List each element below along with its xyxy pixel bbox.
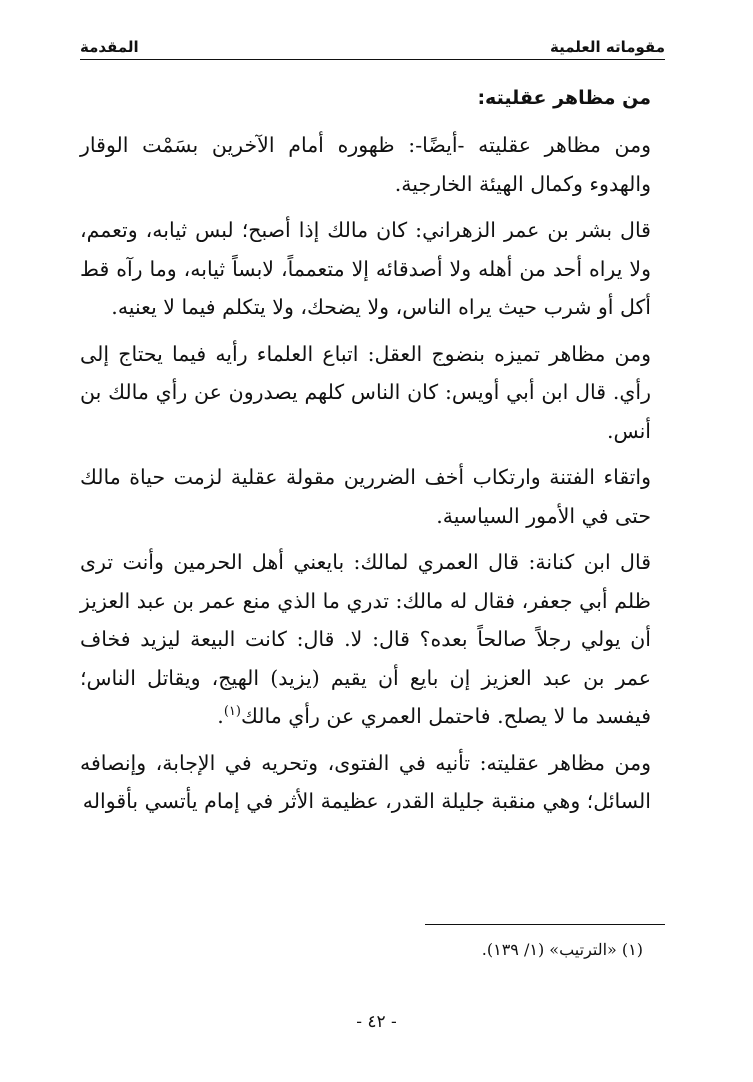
running-header <box>80 30 665 60</box>
paragraph: ومن مظاهر عقليته: تأنيه في الفتوى، وتحريه في الإجابة، وإنصافه السائل؛ وهي منقبة جليلة القدر، عظيمة الأثر في إمام يأتسي بأقواله <box>80 750 651 813</box>
section-heading: من مظاهر عقليته: <box>477 87 651 109</box>
footnote: (١) «الترتيب» (١/ ١٣٩). <box>481 940 643 959</box>
paragraph: قال بشر بن عمر الزهراني: كان مالك إذا أصبح؛ لبس ثيابه، وتعمم، ولا يراه أحد من أهله ولا أصدقائه إلا متعمماً، لابساً ثيابه، وما رآه قط أكل أو شرب حيث يراه الناس، ولا يضحك، ولا يتكلم فيما لا يعنيه. <box>80 218 651 319</box>
footnote-divider <box>425 924 665 925</box>
paragraph: واتقاء الفتنة وارتكاب أخف الضررين مقولة عقلية لزمت حياة مالك حتى في الأمور السياسية. <box>80 465 651 528</box>
paragraph: ومن مظاهر تميزه بنضوج العقل: اتباع العلماء رأيه فيما يحتاج إلى رأي. قال ابن أبي أويس: كان الناس كلهم يصدرون عن رأي مالك بن أنس. <box>80 341 651 443</box>
body-text <box>80 78 665 829</box>
paragraph <box>80 543 665 736</box>
paragraph-end: . <box>217 704 224 728</box>
header-chapter: المقدمة <box>80 38 139 56</box>
paragraph-text: قال ابن كنانة: قال العمري لمالك: بايعني أهل الحرمين وأنت ترى ظلم أبي جعفر، فقال له مالك: تدري ما الذي منع عمر بن عبد العزيز أن يولي رجلاً صالحاً بعده؟ قال: لا. قال: كانت البيعة ليزيد فخاف عمر بن عبد العزيز إن بايع أن يقيم (يزيد) الهيج، ويقاتل الناس؛ فيفسد ما لا يصلح. فاحتمل العمري عن رأي مالك <box>80 550 652 728</box>
paragraph: ومن مظاهر عقليته -أيضًا-: ظهوره أمام الآخرين بسَمْت الوقار والهدوء وكمال الهيئة الخارجية. <box>80 133 651 196</box>
footnote-marker: (١) <box>223 704 241 720</box>
header-book-title: مقوماته العلمية <box>550 38 665 56</box>
page-number: - ٤٢ - <box>356 1012 397 1032</box>
